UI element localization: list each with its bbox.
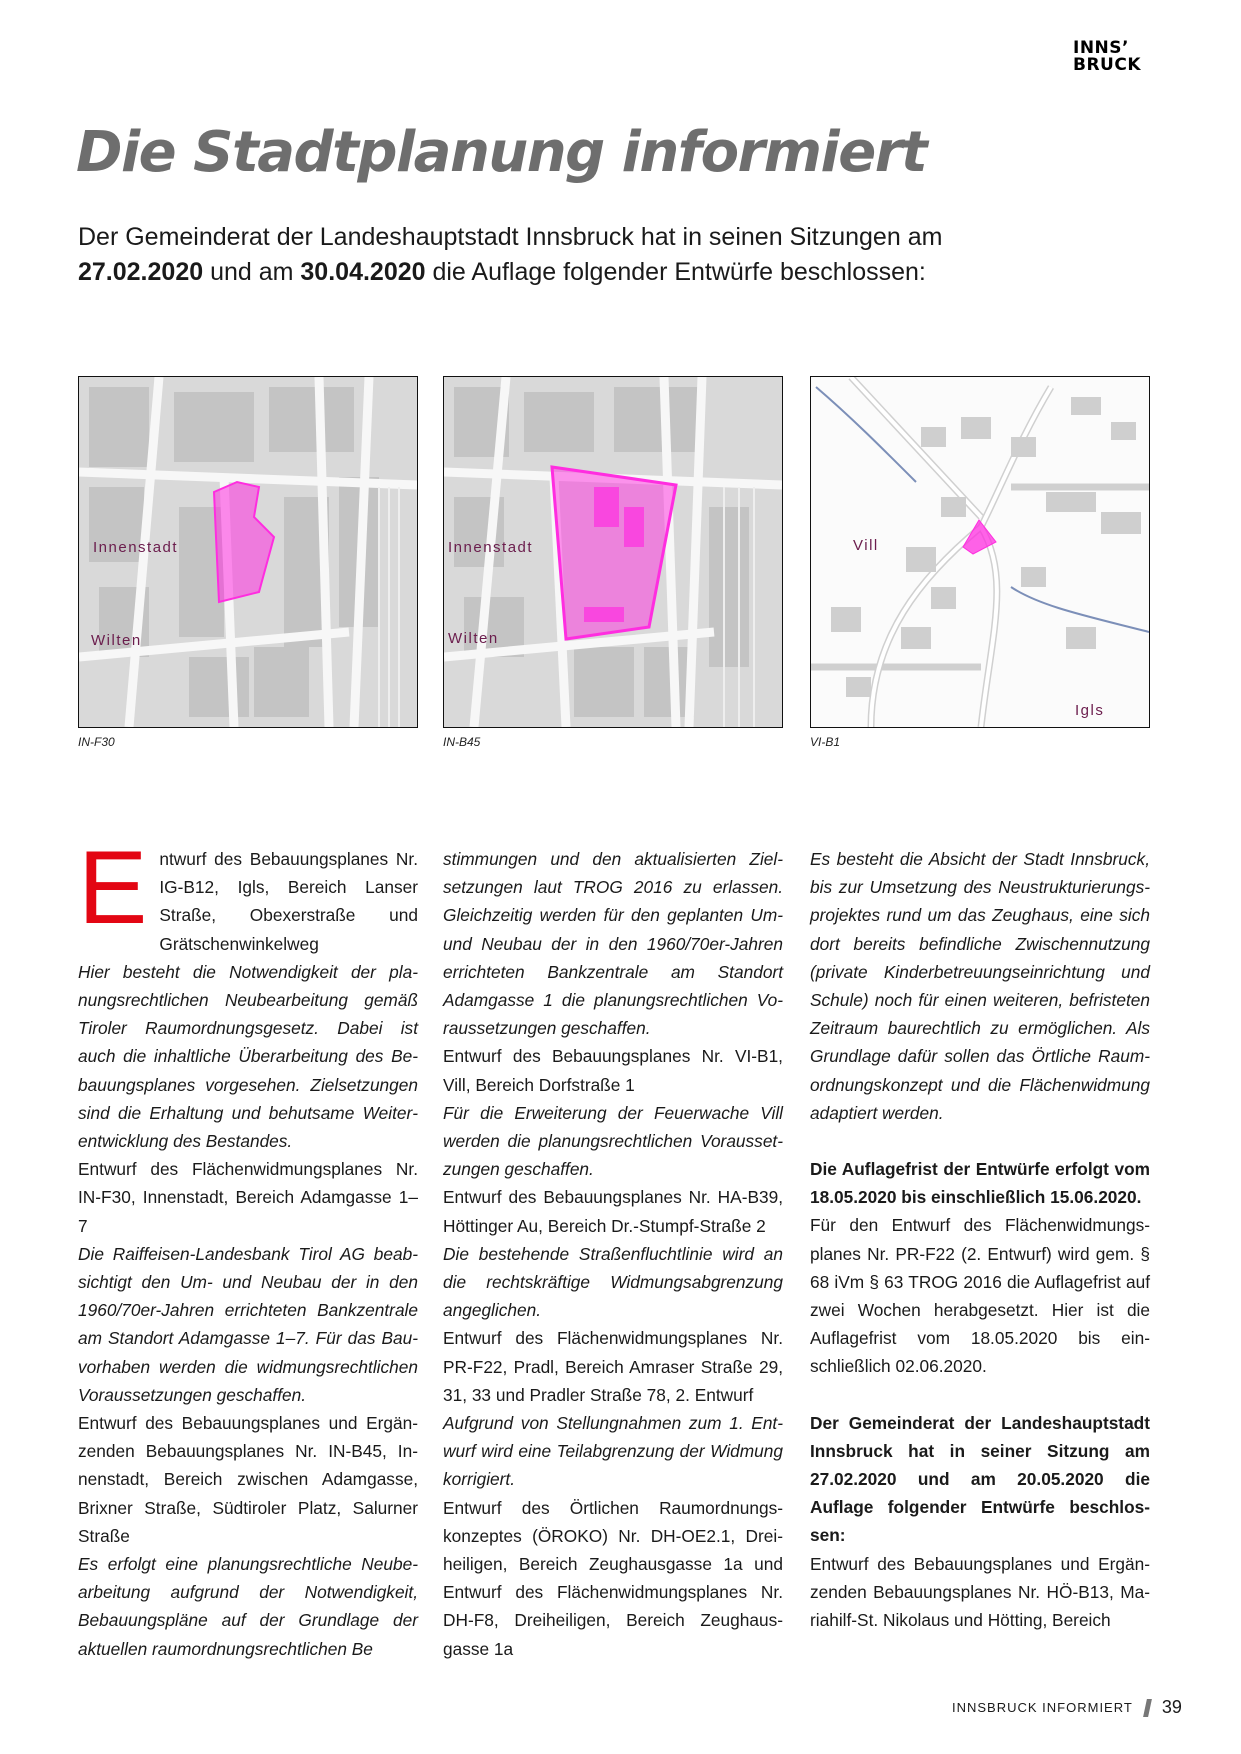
text-column-3 [810, 845, 1150, 1634]
map-label-innenstadt: Innenstadt [93, 539, 179, 556]
entry-description: stimmungen und den aktualisierten Zielsetzungen laut TROG 2016 zu erlassen. Gleichzeitig werden für den geplanten Um- und Neubau der in den 1960/70er-Jahren errichteten Bankzentrale am Standort Adamgasse 1 die planungsrechtlichen Voraussetzungen geschaffen. [443, 849, 783, 1039]
map-label-igls: Igls [1075, 702, 1105, 719]
dropcap: E [78, 830, 148, 946]
entry-description: Aufgrund von Stellungnahmen zum 1. Entwurf wird eine Teilabgrenzung der Widmung korrigiert. [443, 1413, 783, 1490]
entry-description: Hier besteht die Notwendigkeit der planungsrechtlichen Neubearbeitung gemäß Tiroler Raumordnungsgesetz. Dabei ist auch die inhaltliche Überarbeitung des Bebauungsplanes vorgesehen. Zielsetzungen sind die Erhaltung und behutsame Weiterentwicklung des Bestandes. [78, 961, 418, 1152]
entry-description: Die Raiffeisen-Landesbank Tirol AG beabsichtigt den Um- und Neubau der in den 1960/70er-Jahren errichteten Bankzentrale am Standort Adamgasse 1–7. Für das Bauvorhaben werden die widmungsrechtlichen Voraussetzungen geschaffen. [78, 1243, 418, 1405]
publication-name: INNSBRUCK INFORMIERT [952, 1700, 1133, 1715]
logo-line-2: BRUCK [1073, 55, 1142, 75]
entry-description: Die bestehende Straßenfluchtlinie wird an die rechtskräftige Widmungsabgrenzung angeglichen. [443, 1243, 783, 1321]
text-column-2 [443, 845, 783, 1663]
entry-description: Es erfolgt eine planungsrechtliche Neubearbeitung aufgrund der Notwendigkeit, Bebauungspläne auf der Grundlage der aktuellen raumordnungsrechtlichen Be [78, 1554, 418, 1659]
slash-divider-icon [1143, 1699, 1152, 1717]
intro-mid: und am [203, 258, 301, 286]
intro-date-2: 30.04.2020 [300, 258, 426, 286]
entry-heading: Entwurf des Bebauungsplanes und Ergänzenden Bebauungsplanes Nr. HÖ-B13, Mariahilf-St. Nikolaus und Hötting, Bereich [810, 1553, 1150, 1631]
map-label-wilten: Wilten [448, 630, 499, 647]
page-footer [952, 1697, 1182, 1718]
entry-heading: Entwurf des Bebauungsplanes Nr. HA-B39, Höttinger Au, Bereich Dr.-Stumpf-Straße 2 [443, 1187, 783, 1236]
entry-heading: ntwurf des Bebauungsplanes Nr. IG-B12, Igls, Bereich Lanser Straße, Obexerstraße und Grätschenwinkelweg [159, 849, 418, 954]
deadline-notice: Die Auflagefrist der Entwürfe erfolgt vom 18.05.2020 bis einschließlich 15.06.2020. [810, 1159, 1150, 1208]
entry-heading: Entwurf des Örtlichen Raumordnungskonzeptes (ÖROKO) Nr. DH-OE2.1, Dreiheiligen, Bereich Zeughausgasse 1a und Entwurf des Flächenwidmungsplanes Nr. DH-F8, Dreiheiligen, Bereich Zeughausgasse 1a [443, 1497, 783, 1659]
map-vi-b1 [810, 376, 1150, 728]
paragraph [78, 830, 418, 958]
council-resolution: Der Gemeinderat der Landeshauptstadt Innsbruck hat in seiner Sitzung am 27.02.2020 und am 20.05.2020 die Auflage folgender Entwürfe beschlossen: [810, 1412, 1150, 1546]
intro-line-1: Der Gemeinderat der Landeshauptstadt Innsbruck hat in seinen Sitzungen am [78, 223, 943, 251]
map-in-b45 [443, 376, 783, 728]
page-number: 39 [1161, 1697, 1182, 1717]
entry-description: Für die Erweiterung der Feuerwache Vill werden die planungsrechtlichen Voraussetzungen geschaffen. [443, 1102, 783, 1180]
deadline-exception: Für den Entwurf des Flächenwidmungsplanes Nr. PR-F22 (2. Entwurf) wird gem. § 68 iVm § 63 TROG 2016 die Auflagefrist auf zwei Wochen herabgesetzt. Hier ist die Auflagefrist vom 18.05.2020 bis einschließlich 02.06.2020. [810, 1215, 1150, 1377]
intro-paragraph [78, 220, 978, 290]
entry-heading: Entwurf des Bebauungsplanes Nr. VI-B1, Vill, Bereich Dorfstraße 1 [443, 1046, 783, 1095]
page-title: Die Stadtplanung informiert [76, 120, 927, 185]
map-caption: IN-B45 [443, 735, 481, 749]
map-label-vill: Vill [853, 537, 879, 554]
entry-heading: Entwurf des Bebauungsplanes und Ergänzenden Bebauungsplanes Nr. IN-B45, Innenstadt, Bereich zwischen Adamgasse, Brixner Straße, Südtiroler Platz, Salurner Straße [78, 1413, 418, 1546]
text-column-1 [78, 830, 418, 1663]
map-caption: VI-B1 [810, 735, 841, 749]
map-label-innenstadt: Innenstadt [448, 539, 534, 556]
entry-heading: Entwurf des Flächenwidmungsplanes Nr. IN-F30, Innenstadt, Bereich Adamgasse 1–7 [78, 1159, 418, 1236]
map-label-wilten: Wilten [91, 632, 142, 649]
intro-date-1: 27.02.2020 [78, 258, 204, 286]
entry-description: Es besteht die Absicht der Stadt Innsbruck, bis zur Umsetzung des Neustrukturierungsprojektes rund um das Zeughaus, eine sich dort bereits befindliche Zwischennutzung (private Kinderbetreuungseinrichtung und Schule) noch für einen weiteren, befristeten Zeitraum baurechtlich zu ermöglichen. Als Grundlage dafür sollen das Örtliche Raumordnungskonzept und die Flächenwidmung adaptiert werden. [810, 849, 1150, 1123]
intro-end: die Auflage folgender Entwürfe beschlossen: [425, 258, 926, 286]
entry-heading: Entwurf des Flächenwidmungsplanes Nr. PR-F22, Pradl, Bereich Amraser Straße 29, 31, 33 und Pradler Straße 78, 2. Entwurf [443, 1328, 783, 1405]
map-in-f30 [78, 376, 418, 728]
map-caption: IN-F30 [78, 735, 115, 749]
innsbruck-logo [1073, 40, 1141, 74]
logo-line-1: INNS’ [1073, 38, 1129, 58]
